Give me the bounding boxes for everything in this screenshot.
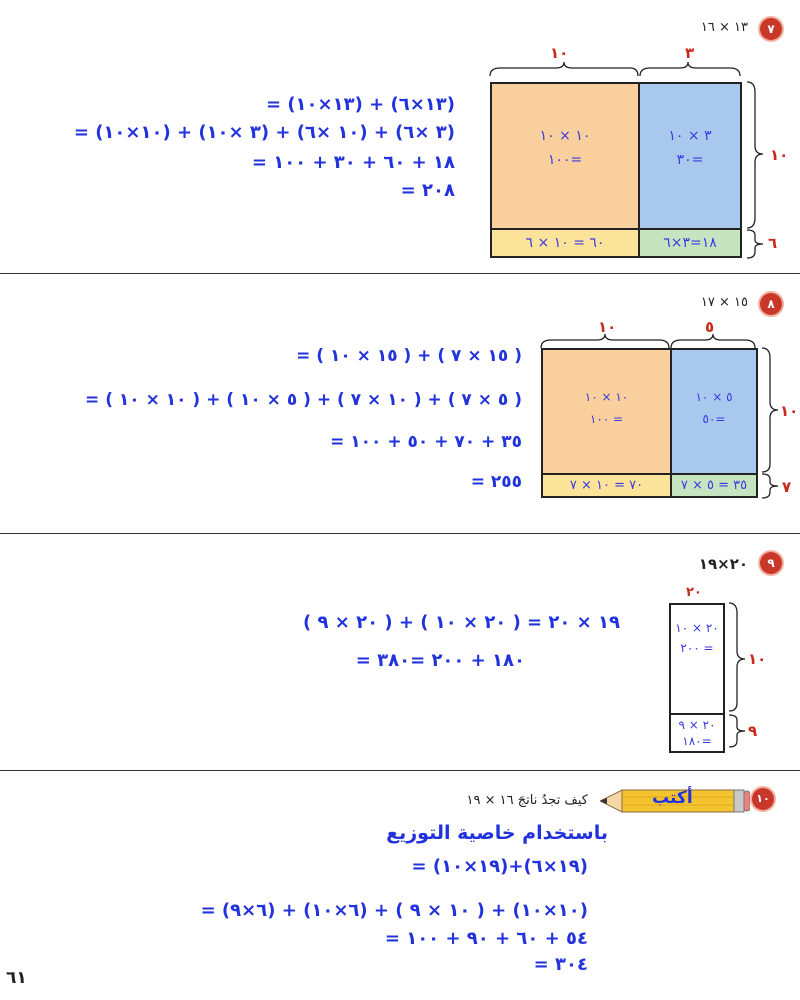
- problem-10-statement: كيف تجدُ ناتجَ ١٦ × ١٩: [466, 793, 588, 808]
- p8-cell-10x10-expr: ١٠ × ١٠: [584, 390, 629, 404]
- p8-cell-5x10: [670, 348, 758, 475]
- p7-top-brace: [490, 62, 780, 78]
- p7-equation-2: = (١٠×١٠) + (٣ ×١٠) + (١٠ ×٦) + (٣ ×٦): [73, 122, 455, 143]
- p9-side-label-10: ١٠: [748, 650, 767, 668]
- p9-cell-20x9: [669, 713, 725, 753]
- p8-equation-1: = ( ١٥ × ١٠ ) + ( ١٥ × ٧ ): [296, 346, 522, 366]
- p10-equation-2: = (٦×٩) + (٦×١٠) + ( ١٠ × ٩ ) + (١٠×١٠): [200, 900, 588, 921]
- p8-top-label-5: ٥: [705, 318, 715, 336]
- p7-cell-10x10: [490, 82, 640, 230]
- p9-side-label-9: ٩: [748, 722, 758, 740]
- p8-side-label-7: ٧: [782, 478, 792, 496]
- section-divider-1: [0, 273, 800, 274]
- write-label: أكتب: [652, 788, 693, 808]
- p7-cell-10x10-expr: ١٠ × ١٠: [539, 128, 591, 144]
- p9-cell-20x10: [669, 603, 725, 715]
- p8-side-brace: [760, 348, 780, 508]
- p7-top-label-10: ١٠: [550, 44, 569, 62]
- p9-equation-2: = ١٨٠ + ٢٠٠ =٣٨٠: [355, 650, 525, 671]
- p7-side-label-6: ٦: [768, 234, 778, 252]
- p8-top-label-10: ١٠: [598, 318, 617, 336]
- p8-equation-3: = ٣٥ + ٧٠ + ٥٠ + ١٠٠: [330, 432, 522, 452]
- p7-cell-10x6: ٦٠ = ١٠ × ٦: [490, 228, 640, 258]
- p8-cell-10x10: [541, 348, 672, 475]
- p9-cell-20x9-expr: ٢٠ × ٩: [678, 718, 716, 732]
- p8-cell-10x10-result: ١٠٠ =: [589, 412, 624, 426]
- p7-equation-1: = (١٣×١٠) + (١٣×٦): [265, 94, 455, 115]
- p7-equation-4: = ٢٠٨: [400, 180, 455, 201]
- p8-side-label-10: ١٠: [780, 402, 799, 420]
- p9-equation-1: ١٩ × ٢٠ = ( ٢٠ × ١٠ ) + ( ٢٠ × ٩ ): [302, 612, 620, 633]
- problem-8-statement: ١٥ × ١٧: [700, 295, 748, 310]
- p7-side-label-10: ١٠: [770, 146, 789, 164]
- p7-cell-3x6: ١٨=٣×٦: [638, 228, 742, 258]
- p10-equation-3: = ٥٤ + ٦٠ + ٩٠ + ١٠٠: [384, 928, 588, 949]
- p9-cell-20x10-result: ٢٠٠ =: [680, 641, 714, 655]
- p7-side-brace: [745, 82, 765, 262]
- problem-8-badge: ٨: [760, 293, 782, 315]
- p7-cell-3x10: [638, 82, 742, 230]
- p7-top-label-3: ٣: [685, 44, 695, 62]
- problem-9-badge: ٩: [760, 552, 782, 574]
- p10-answer-title: باستخدام خاصية التوزيع: [386, 822, 608, 844]
- problem-7-badge: ٧: [760, 18, 782, 40]
- p7-equation-3: = ١٨ + ٦٠ + ٣٠ + ١٠٠: [251, 152, 455, 173]
- section-divider-3: [0, 770, 800, 771]
- p10-equation-4: = ٣٠٤: [533, 954, 588, 975]
- p7-cell-10x10-result: ١٠٠=: [547, 152, 583, 168]
- p8-equation-2: = ( ١٠ × ١٠ ) + ( ٥ × ١٠ ) + ( ١٠ × ٧ ) + ( ٥ × ٧ ): [85, 390, 522, 410]
- p8-cell-5x10-result: ٥٠=: [702, 412, 726, 426]
- p9-cell-20x9-result: ١٨٠=: [682, 734, 712, 748]
- p8-cell-10x7: ٧٠ = ١٠ × ٧: [541, 473, 672, 498]
- problem-9-statement: ٢٠×١٩: [698, 555, 748, 573]
- p10-equation-1: = (١٩×١٠)+(١٩×٦): [411, 856, 588, 877]
- p9-side-brace: [727, 603, 747, 763]
- p9-cell-20x10-expr: ٢٠ × ١٠: [675, 621, 719, 635]
- p8-cell-5x7: ٣٥ = ٥ × ٧: [670, 473, 758, 498]
- section-divider-2: [0, 533, 800, 534]
- p8-equation-4: = ٢٥٥: [470, 472, 522, 492]
- p7-cell-3x10-result: ٣٠=: [676, 152, 704, 168]
- p9-top-label-20: ٢٠: [686, 585, 702, 600]
- p8-cell-5x10-expr: ٥ × ١٠: [695, 390, 733, 404]
- problem-10-badge: ١٠: [752, 788, 774, 810]
- problem-7-statement: ١٣ × ١٦: [700, 20, 748, 35]
- p7-cell-3x10-expr: ٣ × ١٠: [668, 128, 712, 144]
- page-number: ٦١: [6, 968, 27, 988]
